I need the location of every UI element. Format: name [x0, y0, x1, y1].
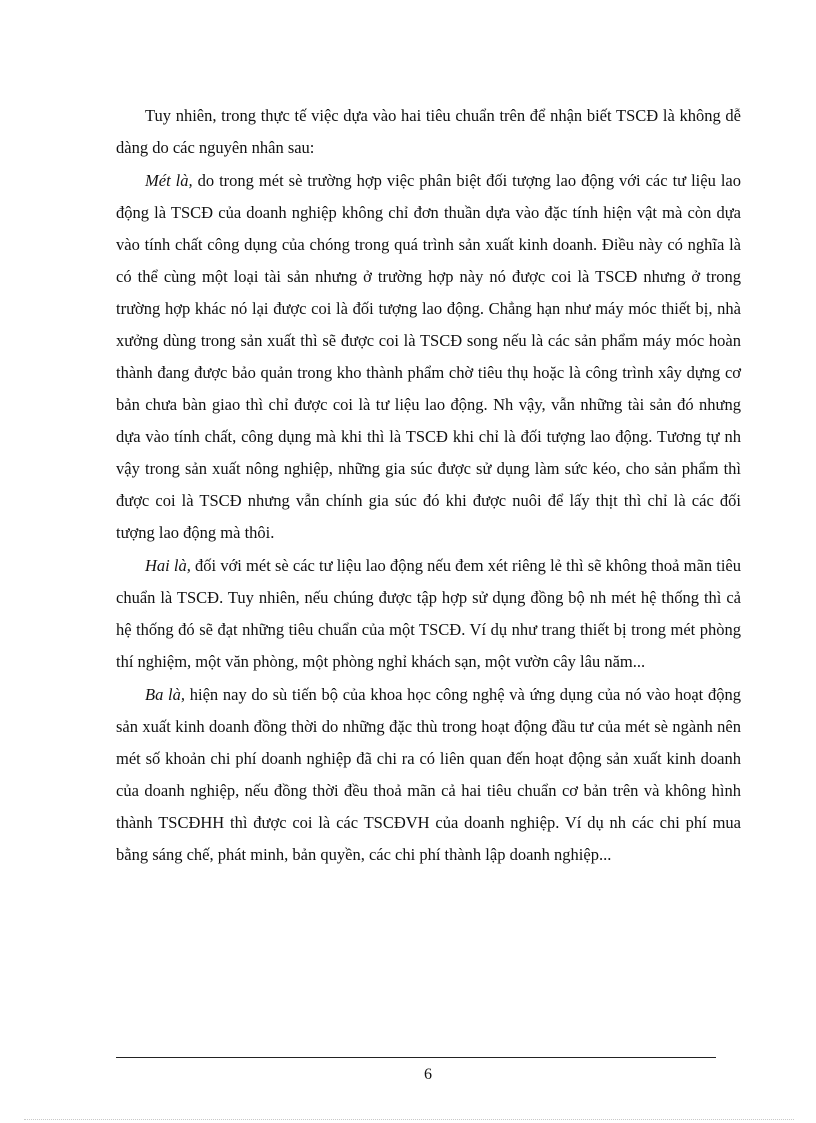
footer-rule: [116, 1057, 716, 1058]
paragraph-text: đối với mét sè các tư liệu lao động nếu đem xét riêng lẻ thì sẽ không thoả mãn tiêu chuẩn là TSCĐ. Tuy nhiên, nếu chúng được tập hợp sử dụng đồng bộ nh mét hệ thống thì cả hệ thống đó sẽ đạt những tiêu chuẩn của một TSCĐ. Ví dụ như trang thiết bị trong mét phòng thí nghiệm, một văn phòng, một phòng nghỉ khách sạn, một vườn cây lâu năm...: [116, 556, 741, 671]
paragraph-lead: Mét là,: [145, 171, 193, 190]
page-number: 6: [424, 1066, 432, 1083]
page-bottom-border: [24, 1119, 794, 1120]
paragraph-reason-three: [116, 679, 741, 871]
paragraph-text: do trong mét sè trường hợp việc phân biệt đối tượng lao động với các tư liệu lao động là TSCĐ của doanh nghiệp không chỉ đơn thuần dựa vào đặc tính hiện vật mà còn dựa vào tính chất công dụng của chóng trong quá trình sản xuất kinh doanh. Điều này có nghĩa là có thể cùng một loại tài sản nhưng ở trường hợp này nó được coi là TSCĐ nhưng ở trong trường hợp khác nó lại được coi là đối tượng lao động. Chẳng hạn như máy móc thiết bị, nhà xưởng dùng trong sản xuất thì sẽ được coi là TSCĐ song nếu là các sản phẩm máy móc hoàn thành đang được bảo quản trong kho thành phẩm chờ tiêu thụ hoặc là công trình xây dựng cơ bản chưa bàn giao thì chỉ được coi là tư liệu lao động. Nh vậy, vẫn những tài sản đó nhưng dựa vào tính chất, công dụng mà khi thì là TSCĐ khi chỉ là đối tượng lao động. Tương tự nh vậy trong sản xuất nông nghiệp, những gia súc được sử dụng làm sức kéo, cho sản phẩm thì được coi là TSCĐ nhưng vẫn chính gia súc đó khi được nuôi để lấy thịt thì chỉ là các đối tượng lao động mà thôi.: [116, 171, 741, 542]
paragraph-lead: Ba là,: [145, 685, 186, 704]
paragraph-text: Tuy nhiên, trong thực tế việc dựa vào hai tiêu chuẩn trên để nhận biết TSCĐ là không dễ dàng do các nguyên nhân sau:: [116, 106, 741, 157]
paragraph-lead: Hai là,: [145, 556, 191, 575]
paragraph-intro: [116, 100, 741, 164]
body-text: [116, 100, 741, 871]
paragraph-reason-two: [116, 550, 741, 678]
paragraph-reason-one: [116, 165, 741, 549]
paragraph-text: hiện nay do sù tiến bộ của khoa học công nghệ và ứng dụng của nó vào hoạt động sản xuất kinh doanh đồng thời do những đặc thù trong hoạt động đầu tư của mét sè ngành nên mét số khoản chi phí doanh nghiệp đã chi ra có liên quan đến hoạt động sản xuất kinh doanh của doanh nghiệp, nếu đồng thời đều thoả mãn cả hai tiêu chuẩn cơ bản trên và không hình thành TSCĐHH thì được coi là các TSCĐVH của doanh nghiệp. Ví dụ nh các chi phí mua bằng sáng chế, phát minh, bản quyền, các chi phí thành lập doanh nghiệp...: [116, 685, 741, 864]
